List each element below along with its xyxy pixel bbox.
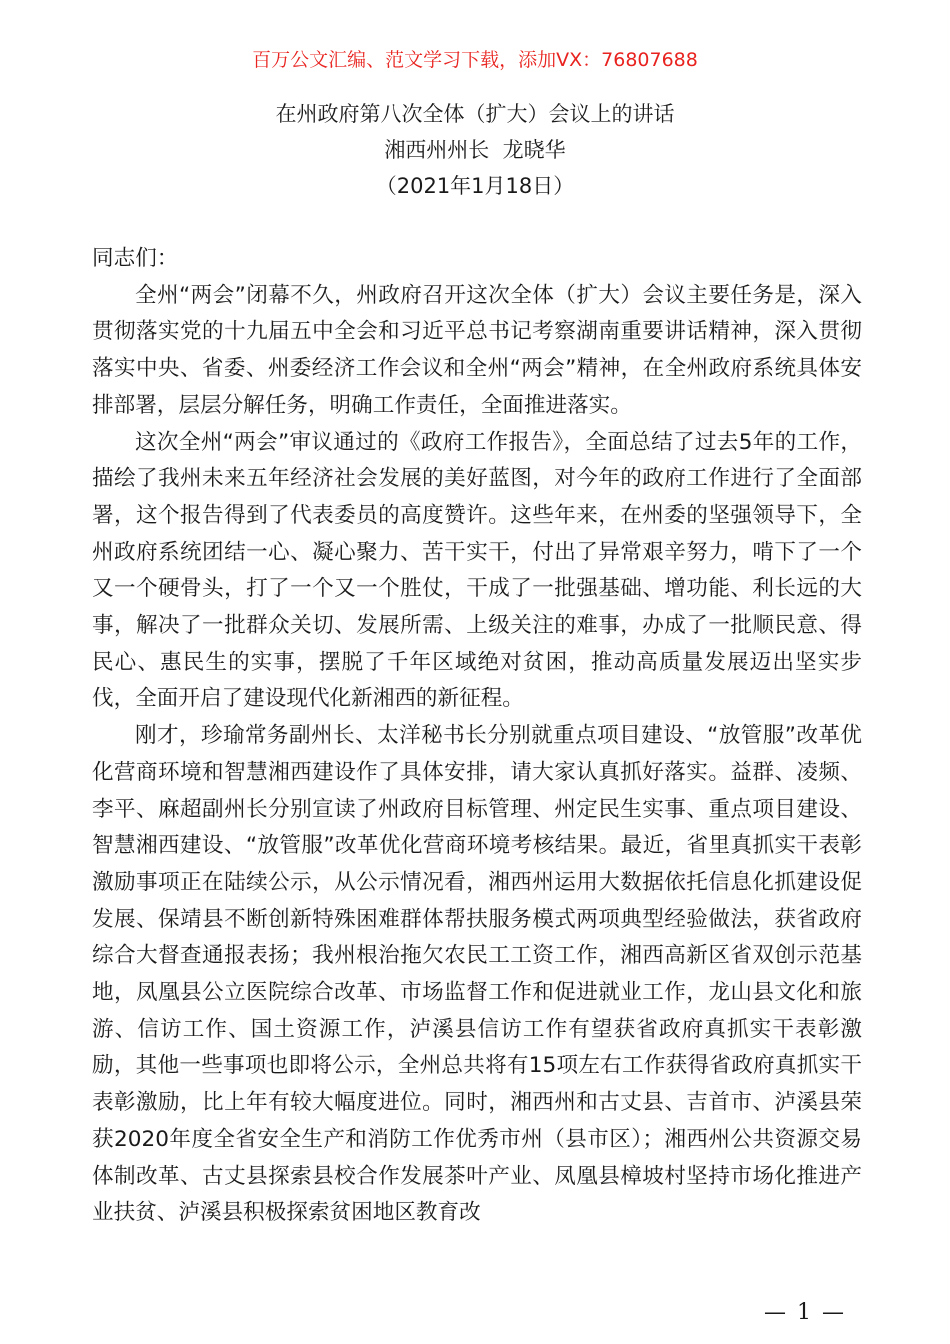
watermark-banner: 百万公文汇编、范文学习下载，添加VX：76807688	[252, 49, 698, 71]
speech-date: （2021年1月18日）	[375, 174, 575, 198]
greeting: 同志们：	[92, 246, 179, 271]
title-block	[0, 96, 950, 204]
speech-body	[92, 241, 862, 1232]
paragraph-2: 这次全州“两会”审议通过的《政府工作报告》，全面总结了过去5年的工作，描绘了我州未来五年经济社会发展的美好蓝图，对今年的政府工作进行了全面部署，这个报告得到了代表委员的高度赞许。这些年来，在州委的坚强领导下，全州政府系统团结一心、凝心聚力、苦干实干，付出了异常艰辛努力，啃下了一个又一个硬骨头，打了一个又一个胜仗，干成了一批强基础、增功能、利长远的大事，解决了一批群众关切、发展所需、上级关注的难事，办成了一批顺民意、得民心、惠民生的实事，摆脱了千年区域绝对贫困，推动高质量发展迈出坚实步伐，全面开启了建设现代化新湘西的新征程。	[92, 429, 862, 712]
speaker-line: 湘西州州长 龙晓华	[384, 138, 566, 162]
speech-title: 在州政府第八次全体（扩大）会议上的讲话	[275, 102, 675, 126]
paragraph-1: 全州“两会”闭幕不久，州政府召开这次全体（扩大）会议主要任务是，深入贯彻落实党的十九届五中全会和习近平总书记考察湖南重要讲话精神，深入贯彻落实中央、省委、州委经济工作会议和全州“两会”精神，在全州政府系统具体安排部署，层层分解任务，明确工作责任，全面推进落实。	[92, 282, 862, 418]
page-number: — 1 —	[764, 1300, 846, 1325]
paragraph-3: 刚才，珍瑜常务副州长、太洋秘书长分别就重点项目建设、“放管服”改革优化营商环境和智慧湘西建设作了具体安排，请大家认真抓好落实。益群、凌频、李平、麻超副州长分别宣读了州政府目标管理、州定民生实事、重点项目建设、智慧湘西建设、“放管服”改革优化营商环境考核结果。最近，省里真抓实干表彰激励事项正在陆续公示，从公示情况看，湘西州运用大数据依托信息化抓建设促发展、保靖县不断创新特殊困难群体帮扶服务模式两项典型经验做法，获省政府综合大督查通报表扬；我州根治拖欠农民工工资工作，湘西高新区省双创示范基地，凤凰县公立医院综合改革、市场监督工作和促进就业工作，龙山县文化和旅游、信访工作、国土资源工作，泸溪县信访工作有望获省政府真抓实干表彰激励，其他一些事项也即将公示，全州总共将有15项左右工作获得省政府真抓实干表彰激励，比上年有较大幅度进位。同时，湘西州和古丈县、吉首市、泸溪县荣获2020年度全省安全生产和消防工作优秀市州（县市区）；湘西州公共资源交易体制改革、古丈县探索县校合作发展茶叶产业、凤凰县樟坡村坚持市场化推进产业扶贫、泸溪县积极探索贫困地区教育改	[92, 723, 862, 1226]
